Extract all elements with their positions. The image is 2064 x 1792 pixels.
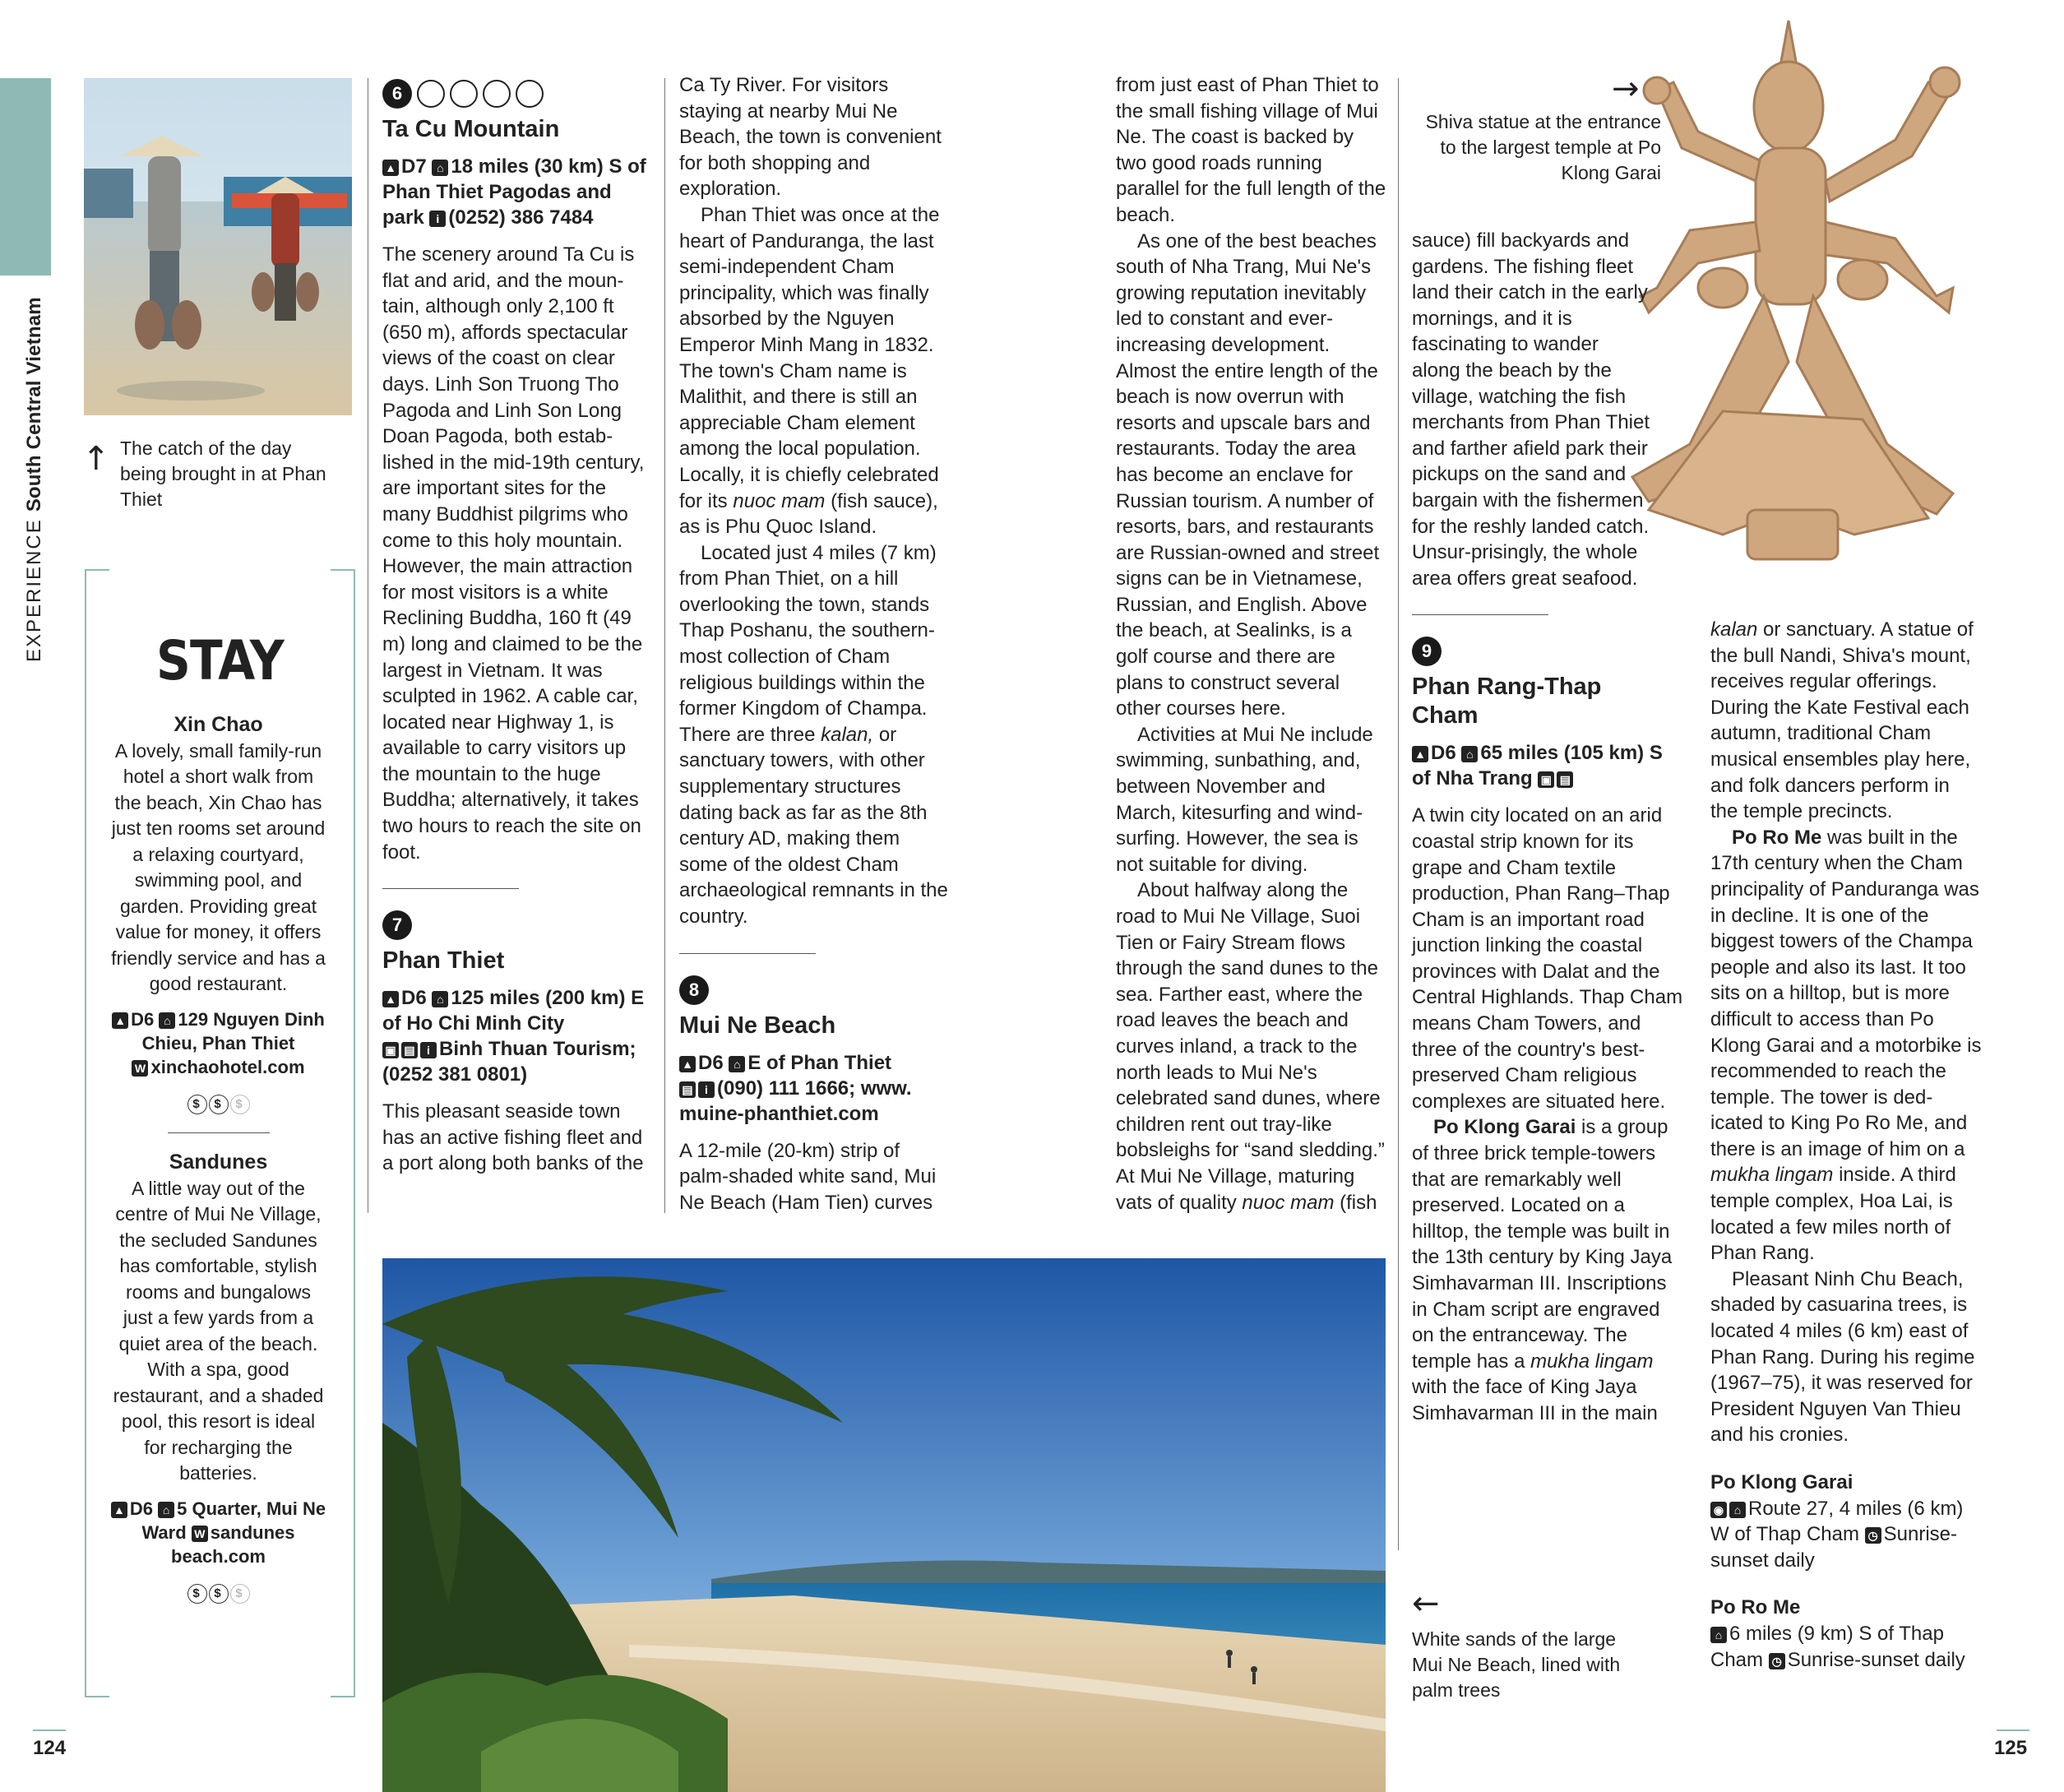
address-icon: ⌂ (432, 160, 448, 176)
column-4 (1412, 228, 1683, 1427)
bus-icon: ▤ (1557, 771, 1573, 788)
column-5 (1710, 617, 1982, 1673)
site-address: 6 miles (9 km) S of Thap Cham (1710, 1622, 1944, 1671)
site-info (1710, 1496, 1982, 1574)
paragraph: from just east of Phan Thiet to the small fishing village of Mui Ne. The coast is backed by two good roads running parallel for the full length of the beach. (1116, 74, 1386, 226)
web-icon: W (192, 1526, 208, 1542)
stay-web[interactable]: sandunes beach.com (171, 1521, 295, 1567)
stay-address: 129 Nguyen Dinh Chieu, Phan Thiet (141, 1008, 325, 1053)
entry-info (679, 1050, 951, 1127)
paragraph: Located just 4 miles (7 km) from Phan Thiet, on a hill overlooking the town, stands Thap Poshanu, the southern-most collection of Cham religious buildings within the former Kingdom of Champa. There are three kalan, or sanctuary towers, with other supplementary structures dating back as far as the 8th century AD, making them some of the oldest Cham archaeological remnants in the country. (679, 541, 948, 928)
entry-location: 65 miles (105 km) S of Nha Trang (1412, 742, 1663, 790)
entry-number: 9 (1412, 637, 1442, 666)
stay-title: STAY (156, 629, 284, 692)
paragraph: Ca Ty River. For visitors staying at nearby Mui Ne Beach, the town is convenient for both shopping and exploration. (679, 74, 942, 201)
stay-web[interactable]: xinchaohotel.com (150, 1056, 305, 1077)
map-icon: ▲ (111, 1502, 127, 1518)
info-icon: i (698, 1081, 715, 1098)
chapter-label (23, 136, 56, 662)
paragraph: This pleasant seaside town has an active fishing fleet and a port along both banks of the (382, 1100, 644, 1175)
shiva-statue-image (1624, 16, 2064, 576)
entry-tourism: Binh Thuan Tourism; (0252 381 0801) (382, 1038, 636, 1086)
sight-icon: ◉ (1710, 1502, 1727, 1518)
paragraph: Phan Thiet was once at the heart of Panduranga, the last semi-independent Cham principality, which was finally absorbed by the Nguyen Emperor Minh Mang in 1832. The town's Cham name is Malithit, and there is still an appreciable Cham element among the local population. Locally, it is chiefly celebrated for its nuoc mam (fish sauce), as is Phu Quoc Island. (679, 203, 940, 539)
bus-icon: ▤ (679, 1081, 696, 1098)
stay-name: Sandunes (169, 1151, 268, 1174)
site-address: Route 27, 4 miles (6 km) W of Thap Cham (1710, 1497, 1964, 1546)
paragraph: kalan or sanctuary. A statue of the bull Nandi, Shiva's mount, receives regular offerings. During the Kate Festival each autumn, traditional Cham musical ensembles play here, and folk dancers perform in the temple precincts. (1710, 618, 1974, 823)
map-ref: D7 (401, 155, 427, 178)
entry-location: 18 miles (30 km) S of Phan Thiet Pagodas and park (382, 155, 646, 229)
price-coin-icon: $ (187, 1095, 207, 1114)
arrow-left-icon: ← (1412, 1585, 1440, 1623)
entry-location: E of Phan Thiet (747, 1051, 892, 1074)
site-hours: Sunrise-sunset daily (1710, 1523, 1958, 1572)
map-icon: ▲ (112, 1012, 128, 1029)
entry-location: 125 miles (200 km) E of Ho Chi Minh City (382, 987, 645, 1035)
chapter-region: South Central Vietnam (23, 297, 45, 512)
page-number-rule (33, 1729, 66, 1731)
entry-info (382, 154, 654, 230)
paragraph: The scenery around Ta Cu is flat and arid, and the moun-tain, although only 2,100 ft (650 m), affords spectacular views of the coast on clear days. Linh Son Truong Tho Pagoda and Linh Son Long Doan Pagoda, both estab-lished in the mid-19th century, are important sites for the many Buddhist pilgrims who come to this holy mountain. However, the main attraction for most visitors is a white Reclining Buddha, 160 ft (49 m) long and claimed to be the largest in Vietnam. It was sculpted in 1962. A cable car, located near Highway 1, is available to carry visitors up the mountain to the huge Buddha; alternatively, it takes two hours to reach the site on foot. (382, 243, 645, 864)
map-ref: D6 (1431, 742, 1456, 765)
price-rating (109, 1089, 327, 1115)
paragraph: Po Ro Me was built in the 17th century when the Cham principality of Panduranga was in decline. It is one of the biggest towers of the Champa people and also its last. It too sits on a hilltop, but is more difficult to access than Po Klong Garai and a motorbike is recommended to reach the temple. The tower is ded-icated to King Po Ro Me, and there is an image of him on a mukha lingam inside. A third temple complex, Hoa Lai, is located a few miles north of Phan Rang. (1710, 826, 1982, 1265)
site-info (1710, 1621, 1982, 1673)
chapter-experience: EXPERIENCE (23, 518, 45, 662)
entry-number: 8 (679, 975, 709, 1005)
sight-icon (417, 80, 445, 108)
address-icon: ⌂ (1461, 746, 1478, 762)
entry-icons (382, 79, 654, 109)
stay-description: A lovely, small family-run hotel a short walk from the beach, Xin Chao has just ten rooms set around a relaxing courtyard, swimming pool, and garden. Providing great value for money, it offers friendly service and has a good restaurant. (111, 739, 326, 994)
caption-beach: White sands of the large Mui Ne Beach, lined with palm trees (1412, 1628, 1621, 1701)
price-coin-icon: $ (230, 1095, 250, 1114)
map-icon: ▲ (1412, 746, 1428, 762)
arrow-up-icon: ↑ (82, 440, 110, 478)
cafe-icon (483, 80, 511, 108)
paragraph: Pleasant Ninh Chu Beach, shaded by casuarina trees, is located 4 miles (6 km) east of Phan Rang. During his regime (1967–75), it was reserved for President Nguyen Van Thieu and his cronies. (1710, 1267, 1975, 1447)
site-name: Po Ro Me (1710, 1596, 1801, 1619)
entry-title: Ta Cu Mountain (382, 116, 560, 142)
divider (679, 953, 816, 954)
clock-icon: ◷ (1865, 1527, 1881, 1544)
fishing-photo (84, 78, 352, 415)
entry-phone: (0252) 386 7484 (448, 206, 594, 229)
stay-name: Xin Chao (174, 713, 263, 736)
divider (168, 1132, 270, 1133)
info-icon: i (429, 211, 446, 227)
caption-fishing: The catch of the day being brought in at Phan Thiet (120, 438, 326, 510)
address-icon: ⌂ (158, 1502, 174, 1518)
address-icon: ⌂ (1729, 1502, 1746, 1518)
column-1 (382, 79, 654, 1177)
price-coin-icon: $ (187, 1584, 207, 1604)
price-coin-icon: $ (230, 1584, 250, 1604)
page-number-rule (1997, 1729, 2029, 1731)
site-name: Po Klong Garai (1710, 1471, 1853, 1493)
stay-map-ref: D6 (129, 1498, 154, 1519)
stay-listings (109, 712, 327, 1604)
stay-info (109, 1007, 327, 1079)
entry-title: Phan Rang-Thap Cham (1412, 674, 1602, 729)
column-divider (664, 78, 665, 1213)
address-icon: ⌂ (432, 991, 448, 1007)
entry-info (382, 985, 654, 1087)
paragraph: As one of the best beaches south of Nha Trang, Mui Ne's growing reputation inevitably led to constant and ever-increasing development. Almost the entire length of the beach is now overrun with resorts and upscale bars and restaurants. Today the area has become an enclave for Russian tourism. A number of resorts, bars, and restaurants are Russian-owned and street signs can be in Vietnamese, Russian, and English. Above the beach, at Sealinks, is a golf course and there are plans to construct several other courses here. (1116, 229, 1380, 720)
page-number-right: 125 (1994, 1737, 2028, 1759)
entry-title: Mui Ne Beach (679, 1012, 836, 1039)
stay-info (109, 1497, 327, 1568)
column-2 (679, 72, 951, 1216)
price-coin-icon: $ (209, 1095, 229, 1114)
arrow-right-icon: → (1612, 70, 1640, 108)
caption-shiva: Shiva statue at the entrance to the largest temple at Po Klong Garai (1425, 111, 1661, 183)
stay-address: 5 Quarter, Mui Ne Ward (141, 1498, 326, 1543)
map-ref: D6 (401, 987, 427, 1010)
entry-phone: (090) 111 1666; (717, 1077, 856, 1100)
page-number-left: 124 (33, 1737, 67, 1759)
map-icon: ▲ (382, 160, 399, 176)
paragraph: A twin city located on an arid coastal strip known for its grape and Cham textile production, Phan Rang–Thap Cham is an important road junction linking the coastal provinces with Dalat and the Central Highlands. Thap Cham means Cham Towers, and three of the country's best-preserved Cham religious complexes are situated here. (1412, 804, 1683, 1113)
stay-map-ref: D6 (131, 1008, 155, 1030)
train-icon: ▣ (1538, 771, 1554, 788)
map-icon: ▲ (382, 991, 399, 1007)
map-ref: D6 (698, 1051, 724, 1074)
paragraph: About halfway along the road to Mui Ne Village, Suoi Tien or Fairy Stream flows through the sand dunes to the sea. Farther east, where the road leaves the beach and curves inland, a track to the north leads to Mui Ne's celebrated sand dunes, where children rent out tray-like bobsleighs for “sand sledding.” At Mui Ne Village, maturing vats of quality nuoc mam (fish (1116, 879, 1385, 1214)
entry-number: 6 (382, 79, 412, 109)
paragraph: Activities at Mui Ne include swimming, sunbathing, and, between November and March, kitesurfing and wind-surfing. However, the sea is not suitable for diving. (1116, 723, 1373, 876)
info-icon: i (420, 1042, 437, 1058)
entry-title: Phan Thiet (382, 947, 505, 975)
column-3 (1116, 72, 1387, 1216)
address-icon: ⌂ (159, 1012, 175, 1029)
price-coin-icon: $ (209, 1584, 229, 1604)
address-icon: ⌂ (1710, 1627, 1727, 1643)
restaurant-icon (450, 80, 478, 108)
stay-description: A little way out of the centre of Mui Ne Village, the secluded Sandunes has comfortable, stylish rooms and bungalows just a few yards from a quiet area of the beach. With a spa, good restaurant, and a shaded pool, this resort is ideal for recharging the batteries. (113, 1177, 324, 1484)
paragraph: Po Klong Garai is a group of three brick temple-towers that are remarkably well preserved. Located on a hilltop, the temple was built in the 13th century by King Jaya Simhavarman III. Inscriptions in Cham script are engraved on the entranceway. The temple has a mukha lingam with the face of King Jaya Simhavarman III in the main (1412, 1116, 1673, 1424)
divider (1412, 614, 1548, 615)
map-icon: ▲ (679, 1056, 696, 1072)
train-icon: ▣ (382, 1042, 399, 1058)
bus-icon: ▤ (401, 1042, 418, 1058)
column-divider (1398, 78, 1399, 1550)
entry-info (1412, 740, 1683, 791)
site-hours: Sunrise-sunset daily (1787, 1648, 1965, 1671)
entry-number: 7 (382, 910, 412, 940)
price-rating (109, 1578, 327, 1604)
shop-icon (516, 80, 544, 108)
beach-photo (382, 1258, 1386, 1792)
entry-web[interactable]: www. muine-phanthiet.com (679, 1077, 912, 1125)
paragraph: A 12-mile (20-km) strip of palm-shaded white sand, Mui Ne Beach (Ham Tien) curves (679, 1139, 937, 1214)
address-icon: ⌂ (729, 1056, 745, 1072)
paragraph: sauce) fill backyards and gardens. The fishing fleet land their catch in the early mornings, and it is fascinating to wander along the beach by the village, watching the fish merchants from Phan Thiet and farther afield park their pickups on the sand and bargain with the fishermen for the reshly landed catch. Unsur-prisingly, the whole area offers great seafood. (1412, 229, 1650, 590)
divider (382, 888, 519, 889)
clock-icon: ◷ (1769, 1653, 1785, 1669)
web-icon: W (132, 1060, 148, 1077)
